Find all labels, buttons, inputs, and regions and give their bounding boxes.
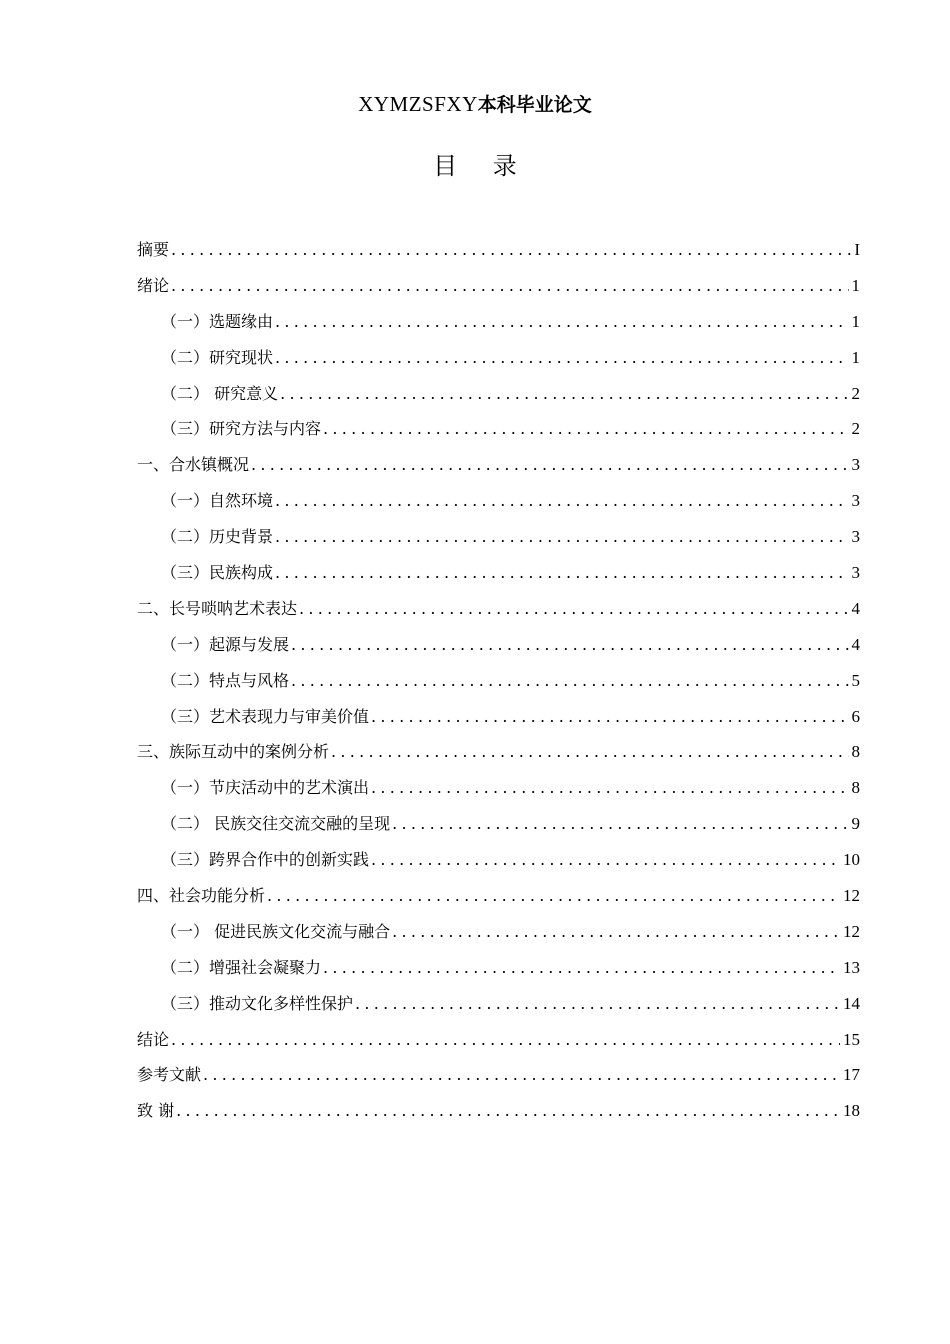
toc-leader-dots: [171, 232, 851, 268]
toc-entry-label: 结论: [137, 1029, 170, 1049]
toc-leader-dots: [275, 555, 848, 591]
toc-entry[interactable]: [137, 986, 860, 1022]
toc-entry-page-number: 3: [851, 563, 860, 583]
header-cjk: 本科毕业论文: [477, 94, 592, 116]
toc-entry[interactable]: [137, 699, 860, 735]
toc-entry-page-number: I: [854, 240, 860, 259]
toc-entry-page-number: 12: [843, 886, 860, 906]
toc-entry-label: 一、合水镇概况: [137, 455, 250, 475]
toc-entry-label: 三、族际互动中的案例分析: [137, 742, 330, 762]
toc-entry[interactable]: [137, 232, 860, 268]
toc-leader-dots: [267, 878, 840, 914]
toc-leader-dots: [171, 268, 848, 304]
table-of-contents: [137, 232, 860, 1129]
toc-entry-page-number: 6: [851, 706, 860, 726]
toc-entry[interactable]: [137, 411, 860, 447]
toc-entry-page-number: 1: [851, 275, 860, 295]
toc-leader-dots: [371, 842, 840, 878]
toc-entry[interactable]: [137, 519, 860, 555]
toc-entry-label: （三）艺术表现力与审美价值: [161, 706, 370, 726]
document-header: [0, 90, 950, 117]
toc-entry[interactable]: [137, 1093, 860, 1129]
toc-leader-dots: [299, 591, 848, 627]
toc-entry-page-number: 3: [851, 455, 860, 475]
header-latin: XYMZSFXY: [358, 92, 478, 116]
toc-entry[interactable]: [137, 770, 860, 806]
toc-entry[interactable]: [137, 1022, 860, 1058]
toc-entry[interactable]: [137, 663, 860, 699]
toc-entry-page-number: 4: [851, 634, 860, 654]
toc-entry[interactable]: [137, 483, 860, 519]
toc-entry[interactable]: [137, 376, 860, 412]
toc-entry-label: 四、社会功能分析: [137, 886, 266, 906]
toc-entry-label: 绪论: [137, 275, 170, 295]
toc-entry-page-number: 3: [851, 527, 860, 547]
toc-entry-page-number: 15: [843, 1029, 860, 1049]
toc-entry-label: 参考文献: [137, 1065, 202, 1085]
toc-entry[interactable]: [137, 914, 860, 950]
toc-entry-page-number: 5: [851, 670, 860, 690]
toc-entry-page-number: 8: [851, 742, 860, 762]
toc-entry[interactable]: [137, 842, 860, 878]
toc-entry-label: 摘要: [137, 240, 170, 259]
toc-entry-page-number: 3: [851, 491, 860, 511]
toc-entry-label: （三）民族构成: [161, 563, 274, 583]
toc-entry[interactable]: [137, 627, 860, 663]
toc-entry-label: （二）历史背景: [161, 527, 274, 547]
toc-entry[interactable]: [137, 340, 860, 376]
toc-entry-label: （三）推动文化多样性保护: [161, 993, 354, 1013]
toc-entry-page-number: 2: [851, 383, 860, 403]
toc-leader-dots: [323, 950, 840, 986]
toc-entry-label: （三）研究方法与内容: [161, 419, 322, 439]
toc-entry-label: （三）跨界合作中的创新实践: [161, 850, 370, 870]
toc-entry-page-number: 9: [851, 814, 860, 834]
toc-entry-label: （二）增强社会凝聚力: [161, 957, 322, 977]
toc-leader-dots: [371, 770, 848, 806]
toc-entry-page-number: 12: [843, 921, 860, 941]
toc-entry[interactable]: [137, 447, 860, 483]
toc-entry-page-number: 18: [843, 1101, 860, 1121]
toc-leader-dots: [171, 1022, 840, 1058]
toc-entry-label: （一）起源与发展: [161, 634, 290, 654]
toc-entry-page-number: 1: [851, 347, 860, 367]
toc-entry[interactable]: [137, 555, 860, 591]
toc-leader-dots: [331, 734, 848, 770]
toc-leader-dots: [275, 340, 848, 376]
toc-entry[interactable]: [137, 878, 860, 914]
toc-leader-dots: [392, 914, 840, 950]
toc-entry[interactable]: [137, 734, 860, 770]
toc-entry[interactable]: [137, 304, 860, 340]
toc-entry-label: （一） 促进民族文化交流与融合: [161, 921, 391, 941]
toc-entry-page-number: 4: [851, 598, 860, 618]
toc-entry[interactable]: [137, 268, 860, 304]
toc-entry[interactable]: [137, 950, 860, 986]
toc-entry-label: （二） 民族交往交流交融的呈现: [161, 814, 391, 834]
toc-leader-dots: [275, 304, 848, 340]
page-title: 目 录: [433, 152, 531, 180]
toc-entry-page-number: 14: [843, 993, 860, 1013]
toc-leader-dots: [275, 519, 848, 555]
toc-leader-dots: [280, 376, 848, 412]
toc-leader-dots: [203, 1057, 840, 1093]
toc-entry-page-number: 10: [843, 850, 860, 870]
toc-entry-label: （一）选题缘由: [161, 311, 274, 331]
toc-leader-dots: [355, 986, 840, 1022]
toc-leader-dots: [323, 411, 848, 447]
toc-entry-label: （二）研究现状: [161, 347, 274, 367]
toc-entry-label: （一）自然环境: [161, 491, 274, 511]
toc-entry[interactable]: [137, 591, 860, 627]
toc-entry[interactable]: [137, 1057, 860, 1093]
toc-entry-page-number: 2: [851, 419, 860, 439]
toc-leader-dots: [291, 627, 848, 663]
toc-entry[interactable]: [137, 806, 860, 842]
toc-leader-dots: [275, 483, 848, 519]
toc-leader-dots: [371, 699, 848, 735]
toc-entry-label: （一）节庆活动中的艺术演出: [161, 778, 370, 798]
toc-leader-dots: [176, 1093, 840, 1129]
toc-leader-dots: [291, 663, 848, 699]
toc-leader-dots: [251, 447, 848, 483]
toc-entry-page-number: 1: [851, 311, 860, 331]
toc-entry-label: 二、长号唢呐艺术表达: [137, 598, 298, 618]
toc-entry-label: 致 谢: [137, 1101, 175, 1121]
toc-entry-page-number: 17: [843, 1065, 860, 1085]
toc-leader-dots: [392, 806, 848, 842]
toc-entry-page-number: 13: [843, 957, 860, 977]
toc-entry-label: （二） 研究意义: [161, 383, 279, 403]
toc-entry-page-number: 8: [851, 778, 860, 798]
toc-entry-label: （二）特点与风格: [161, 670, 290, 690]
